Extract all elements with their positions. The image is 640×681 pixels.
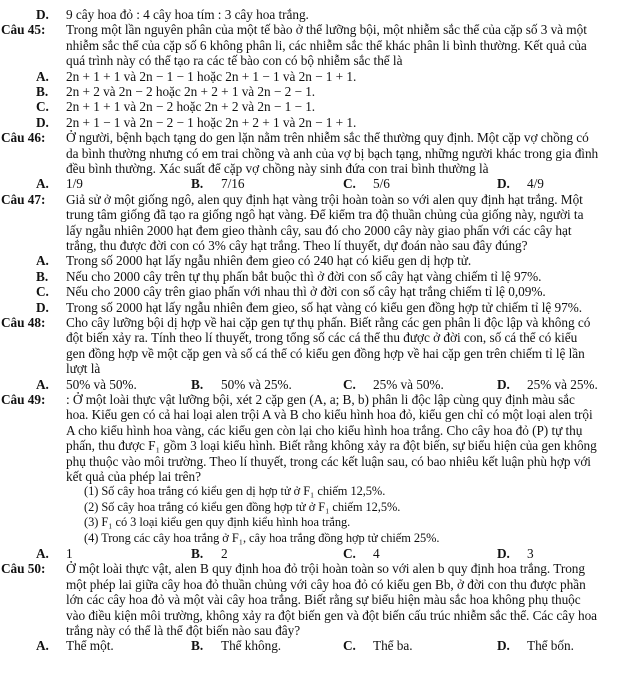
option-letter: D. bbox=[497, 546, 510, 561]
text-line: Giả sử ở một giống ngô, alen quy định hạt vàng trội hoàn toàn so với alen quy định hạt trắng. Một bbox=[66, 191, 583, 207]
text-line: trung tâm giống đã tạo ra giống ngô hạt vàng. Để kiểm tra độ thuần chủng của giống này, người ta bbox=[66, 207, 584, 223]
option-letter: D. bbox=[36, 7, 49, 22]
text-line: một phép lai giữa cây hoa đỏ thuần chủng với cây hoa đỏ có kiểu gen Bb, ở đời con thu được phần bbox=[66, 576, 586, 592]
text-line: 2n + 2 và 2n − 2 hoặc 2n + 2 + 1 và 2n − 2 − 1. bbox=[66, 84, 316, 99]
text-line: 2n + 1 + 1 và 2n − 2 hoặc 2n + 2 và 2n − 1 − 1. bbox=[66, 99, 316, 115]
option-value: 4 bbox=[373, 546, 380, 561]
text-line: Nếu cho 2000 cây trên giao phấn với nhau thì ở đời con số cây hạt trắng chiếm tỉ lệ 0,09%. bbox=[66, 284, 546, 300]
option-value: 3 bbox=[527, 546, 534, 561]
question-number: Câu 45: bbox=[1, 22, 46, 38]
text-line: phấn, thu được F₁ gồm 3 loại kiểu hình. Biết rằng không xảy ra đột biến, sự biểu hiện của gen không bbox=[66, 438, 597, 454]
option-letter: D. bbox=[497, 638, 510, 654]
question-number: Câu 47: bbox=[1, 191, 46, 207]
text-line: kết quả của phép lai trên? bbox=[66, 469, 201, 484]
option-letter: B. bbox=[36, 84, 49, 99]
question-number: Câu 50: bbox=[1, 561, 46, 577]
text-line: da bình thường nhưng có em trai chồng và anh của vợ bị bạch tạng, những người khác trong gia đình bbox=[66, 145, 599, 161]
option-letter: C. bbox=[36, 284, 49, 300]
text-line: Trong số 2000 hạt lấy ngẫu nhiên đem gieo có 240 hạt có kiểu gen dị hợp tử. bbox=[66, 253, 472, 269]
option-value: Thể không. bbox=[221, 638, 282, 654]
option-value: 1/9 bbox=[66, 176, 83, 192]
statement-line: (3) F₁ có 3 loại kiểu gen quy định kiểu hình hoa trắng. bbox=[84, 515, 351, 530]
text-line: vào điều kiện môi trường, không xảy ra đột biến gen và đột biến cấu trúc nhiễm sắc thể. Các cây hoa bbox=[66, 607, 598, 623]
text-line: 9 cây hoa đỏ : 4 cây hoa tím : 3 cây hoa trắng. bbox=[66, 7, 309, 22]
option-letter: A. bbox=[36, 253, 49, 269]
option-letter: A. bbox=[36, 68, 49, 84]
option-value: 25% và 50%. bbox=[373, 376, 444, 392]
option-value: 1 bbox=[66, 546, 73, 561]
text-line: Trong số 2000 hạt lấy ngẫu nhiên đem gieo, số hạt vàng có kiểu gen đồng hợp tử chiếm tỉ lệ 97%. bbox=[66, 299, 583, 315]
text-line: đột biến xảy ra. Tính theo lí thuyết, trong tổng số các cá thể thu được ở đời con, số cá thể có kiểu bbox=[66, 330, 578, 346]
option-value: Thể một. bbox=[66, 638, 114, 654]
option-value: Thể ba. bbox=[373, 638, 413, 654]
text-line: Nếu cho 2000 cây trên tự thụ phấn bắt buộc thì ở đời con số cây hạt vàng chiếm tỉ lệ 97%. bbox=[66, 268, 542, 284]
option-letter: D. bbox=[36, 114, 49, 130]
option-letter: A. bbox=[36, 546, 49, 561]
text-line: gen đồng hợp về một cặp gen và số cá thể có kiểu gen đồng hợp về hai cặp gen trên chiếm tỉ lệ lần bbox=[66, 345, 585, 361]
text-line: lấy ngẫu nhiên 2000 hạt đem gieo thành cây, sau đó cho 2000 cây này giao phấn với các cây hạt bbox=[66, 222, 572, 238]
text-line: trắng này có thể là thể đột biến nào sau đây? bbox=[66, 623, 301, 638]
text-line: 2n + 1 − 1 và 2n − 2 − 1 hoặc 2n + 2 + 1 và 2n − 1 + 1. bbox=[66, 114, 357, 130]
option-value: 7/16 bbox=[221, 176, 245, 192]
text-line: quá trình này có thể tạo ra các tế bào con có bộ nhiễm sắc thể là bbox=[66, 53, 403, 69]
text-line: A cho kiểu hình hoa vàng, các kiểu gen còn lại cho kiểu hình hoa trắng. Cho cây hoa đỏ (P) tự thụ bbox=[66, 422, 583, 438]
statement-line: (4) Trong các cây hoa trắng ở F₁, cây hoa trắng đồng hợp tử chiếm 25%. bbox=[84, 530, 440, 545]
option-value: Thể bốn. bbox=[527, 638, 574, 654]
option-letter: C. bbox=[343, 638, 356, 654]
option-letter: B. bbox=[191, 546, 204, 561]
text-line: Cho cây lưỡng bội dị hợp về hai cặp gen tự thụ phấn. Biết rằng các gen phân li độc lập và không có bbox=[66, 315, 591, 330]
option-letter: D. bbox=[497, 376, 510, 392]
text-line: Trong một lần nguyên phân của một tế bào ở thể lưỡng bội, một nhiễm sắc thể của cặp số 3 và một bbox=[66, 22, 587, 38]
text-line: đều bình thường. Xác suất để cặp vợ chồng này sinh đứa con trai bình thường là bbox=[66, 161, 489, 176]
option-letter: A. bbox=[36, 638, 49, 654]
option-letter: D. bbox=[36, 299, 49, 315]
option-letter: C. bbox=[343, 546, 356, 561]
option-letter: C. bbox=[343, 376, 356, 392]
option-letter: B. bbox=[191, 176, 204, 192]
text-line: phụ thuộc vào môi trường. Theo lí thuyết, trong các kết luận sau, có bao nhiêu kết luận phù hợp với bbox=[66, 453, 591, 469]
question-number: Câu 48: bbox=[1, 315, 46, 330]
text-line: hoa. Kiểu gen có cả hai loại alen trội A và B cho kiểu hình hoa đỏ, kiểu gen chỉ có một loại alen trội bbox=[66, 407, 593, 423]
text-line: Ở người, bệnh bạch tạng do gen lặn nằm trên nhiễm sắc thể thường quy định. Một cặp vợ chồng có bbox=[66, 130, 589, 146]
text-line: 2n + 1 + 1 và 2n − 1 − 1 hoặc 2n + 1 − 1 và 2n − 1 + 1. bbox=[66, 68, 357, 84]
option-letter: A. bbox=[36, 176, 49, 192]
option-letter: A. bbox=[36, 376, 49, 392]
option-letter: D. bbox=[497, 176, 510, 192]
text-line: Ở một loài thực vật, alen B quy định hoa đỏ trội hoàn toàn so với alen b quy định hoa trắng. Trong bbox=[66, 561, 585, 577]
option-letter: C. bbox=[343, 176, 356, 192]
option-letter: B. bbox=[191, 638, 204, 654]
option-value: 2 bbox=[221, 546, 228, 561]
option-value: 50% và 25%. bbox=[221, 376, 292, 392]
question-number: Câu 46: bbox=[1, 130, 46, 146]
text-line: nhiễm sắc thể của cặp số 6 không phân li, các nhiễm sắc thể khác phân li bình thường. Kết quả của bbox=[66, 37, 587, 53]
option-letter: C. bbox=[36, 99, 49, 115]
option-letter: B. bbox=[191, 376, 204, 392]
statement-line: (2) Số cây hoa trắng có kiểu gen đồng hợp tử ở F₁ chiếm 12,5%. bbox=[84, 499, 401, 514]
option-value: 25% và 25%. bbox=[527, 376, 598, 392]
text-line: trắng, thu được đời con có 3% cây hạt trắng. Theo lí thuyết, dự đoán nào sau đây đúng? bbox=[66, 238, 528, 253]
option-letter: B. bbox=[36, 268, 49, 284]
text-line: lớn các cây hoa đỏ và một vài cây hoa trắng. Biết rằng sự biểu hiện màu sắc hoa không phụ thuộc bbox=[66, 592, 581, 608]
option-value: 4/9 bbox=[527, 176, 544, 192]
option-value: 5/6 bbox=[373, 176, 390, 192]
option-value: 50% và 50%. bbox=[66, 376, 137, 392]
text-line: lượt là bbox=[66, 361, 101, 377]
statement-line: (1) Số cây hoa trắng có kiểu gen dị hợp tử ở F₁ chiếm 12,5%. bbox=[84, 484, 386, 499]
text-line: : Ở một loài thực vật lưỡng bội, xét 2 cặp gen (A, a; B, b) phân li độc lập cùng quy định màu sắc bbox=[66, 392, 575, 407]
question-number: Câu 49: bbox=[1, 392, 46, 407]
